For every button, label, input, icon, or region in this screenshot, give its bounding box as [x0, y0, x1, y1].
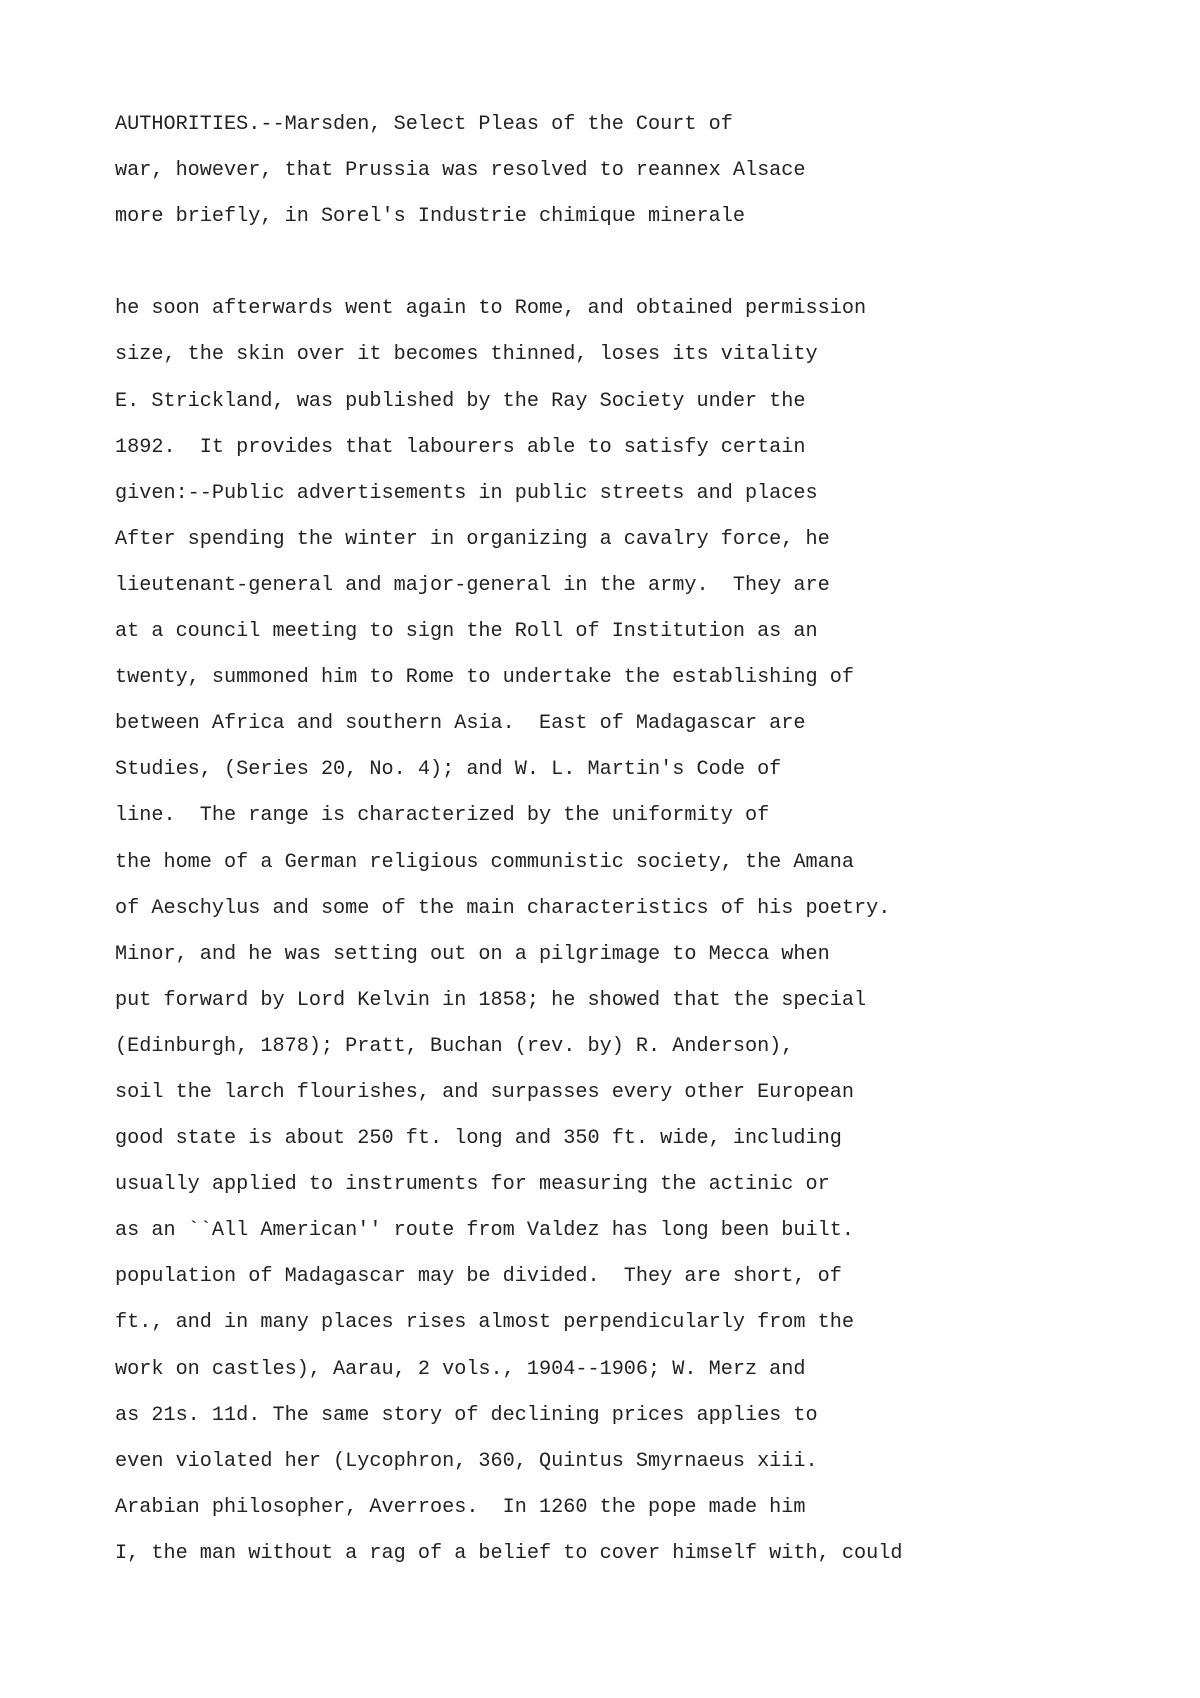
- text-line: line. The range is characterized by the uniformity of: [115, 804, 770, 828]
- text-line: even violated her (Lycophron, 360, Quintus Smyrnaeus xiii.: [115, 1449, 818, 1473]
- text-line: E. Strickland, was published by the Ray Society under the: [115, 389, 806, 413]
- text-line: AUTHORITIES.--Marsden, Select Pleas of the Court of: [115, 113, 733, 136]
- text-line: as 21s. 11d. The same story of declining prices applies to: [115, 1403, 818, 1427]
- text-line: the home of a German religious communistic society, the Amana: [115, 850, 854, 874]
- text-line: war, however, that Prussia was resolved to reannex Alsace: [115, 159, 806, 183]
- document-text: [115, 102, 902, 1577]
- text-line: he soon afterwards went again to Rome, and obtained permission: [115, 297, 867, 321]
- text-line: lieutenant-general and major-general in the army. They are: [115, 573, 830, 597]
- text-line: population of Madagascar may be divided. They are short, of: [115, 1265, 842, 1289]
- text-line: good state is about 250 ft. long and 350 ft. wide, including: [115, 1127, 842, 1151]
- text-line: put forward by Lord Kelvin in 1858; he showed that the special: [115, 988, 867, 1012]
- text-line: twenty, summoned him to Rome to undertake the establishing of: [115, 666, 854, 690]
- blank-line: [115, 240, 902, 286]
- text-line: soil the larch flourishes, and surpasses every other European: [115, 1080, 854, 1104]
- text-line: more briefly, in Sorel's Industrie chimique minerale: [115, 205, 745, 229]
- text-line: of Aeschylus and some of the main characteristics of his poetry.: [115, 896, 891, 920]
- text-line: size, the skin over it becomes thinned, loses its vitality: [115, 343, 818, 367]
- text-line: Arabian philosopher, Averroes. In 1260 the pope made him: [115, 1495, 806, 1519]
- text-line: given:--Public advertisements in public streets and places: [115, 481, 818, 505]
- text-line: work on castles), Aarau, 2 vols., 1904--1906; W. Merz and: [115, 1357, 806, 1381]
- text-line: Minor, and he was setting out on a pilgrimage to Mecca when: [115, 942, 830, 966]
- text-line: at a council meeting to sign the Roll of Institution as an: [115, 620, 818, 644]
- text-line: between Africa and southern Asia. East of Madagascar are: [115, 712, 806, 736]
- text-line: ft., and in many places rises almost perpendicularly from the: [115, 1311, 854, 1335]
- text-line: as an ``All American'' route from Valdez has long been built.: [115, 1219, 854, 1243]
- text-line: After spending the winter in organizing a cavalry force, he: [115, 527, 830, 551]
- text-line: usually applied to instruments for measuring the actinic or: [115, 1173, 830, 1197]
- text-line: 1892. It provides that labourers able to satisfy certain: [115, 435, 806, 459]
- text-line: I, the man without a rag of a belief to cover himself with, could: [115, 1541, 903, 1565]
- text-line: (Edinburgh, 1878); Pratt, Buchan (rev. by) R. Anderson),: [115, 1034, 794, 1058]
- text-line: Studies, (Series 20, No. 4); and W. L. Martin's Code of: [115, 758, 782, 782]
